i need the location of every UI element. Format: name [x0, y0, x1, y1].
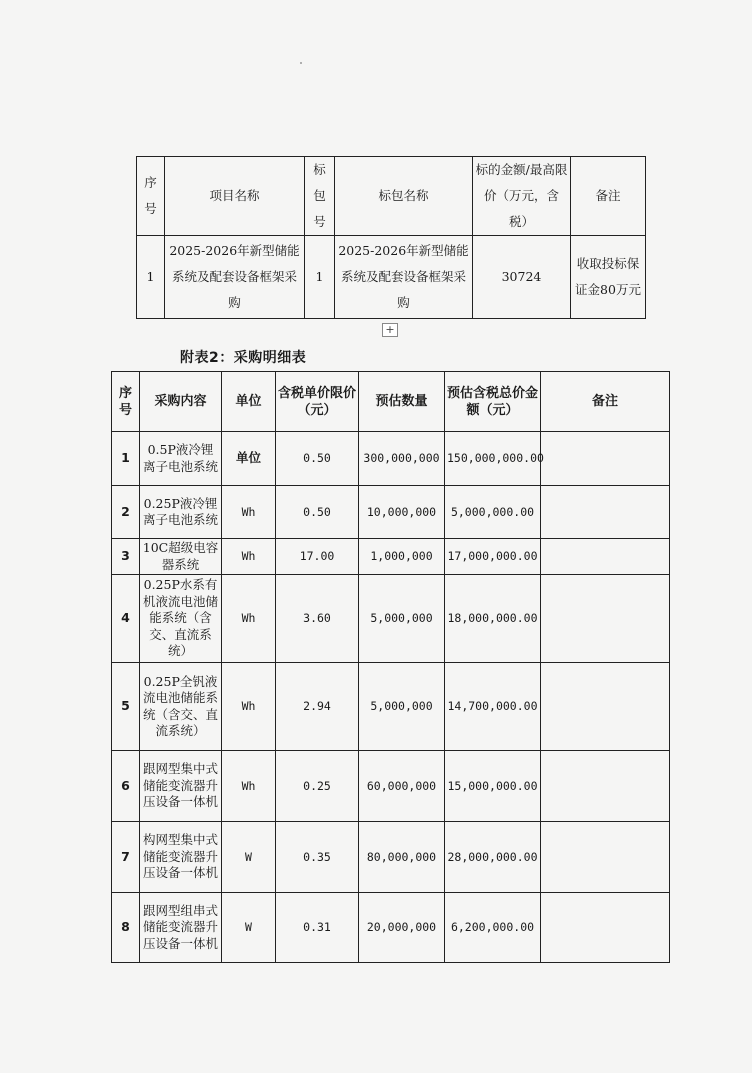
row-remark	[541, 663, 670, 751]
header-lot-no: 标 包 号	[305, 157, 335, 236]
cell-project: 2025-2026年新型储能系统及配套设备框架采购	[165, 236, 305, 319]
row-qty: 5,000,000	[359, 663, 445, 751]
row-seq: 2	[112, 486, 140, 539]
header-remark: 备注	[541, 372, 670, 432]
cell-note: 收取投标保证金80万元	[571, 236, 646, 319]
row-seq: 6	[112, 751, 140, 822]
row-unit: Wh	[222, 486, 276, 539]
row-item: 0.25P水系有机液流电池储能系统（含交、直流系统）	[140, 575, 222, 663]
row-price: 0.35	[276, 822, 359, 893]
row-total: 28,000,000.00	[445, 822, 541, 893]
header-seq: 序 号	[137, 157, 165, 236]
row-price: 3.60	[276, 575, 359, 663]
row-qty: 5,000,000	[359, 575, 445, 663]
row-qty: 20,000,000	[359, 893, 445, 963]
row-unit: Wh	[222, 663, 276, 751]
row-price: 17.00	[276, 539, 359, 575]
row-seq: 5	[112, 663, 140, 751]
row-price: 0.31	[276, 893, 359, 963]
row-unit: 单位	[222, 432, 276, 486]
row-unit: Wh	[222, 575, 276, 663]
row-item: 0.5P液冷锂离子电池系统	[140, 432, 222, 486]
row-total: 18,000,000.00	[445, 575, 541, 663]
cell-amount: 30724	[473, 236, 571, 319]
row-remark	[541, 432, 670, 486]
row-seq: 7	[112, 822, 140, 893]
row-price: 0.50	[276, 432, 359, 486]
row-total: 6,200,000.00	[445, 893, 541, 963]
row-unit: W	[222, 893, 276, 963]
appendix-caption: 附表2：采购明细表	[180, 350, 307, 366]
row-total: 14,700,000.00	[445, 663, 541, 751]
expand-table-icon[interactable]: +	[382, 323, 398, 337]
row-remark	[541, 486, 670, 539]
table-row	[112, 663, 670, 751]
row-seq: 8	[112, 893, 140, 963]
row-price: 2.94	[276, 663, 359, 751]
row-item: 0.25P液冷锂离子电池系统	[140, 486, 222, 539]
summary-table-row	[137, 236, 646, 319]
cell-seq: 1	[137, 236, 165, 319]
row-item: 跟网型组串式储能变流器升压设备一体机	[140, 893, 222, 963]
header-unit: 单位	[222, 372, 276, 432]
cell-lot: 1	[305, 236, 335, 319]
row-remark	[541, 575, 670, 663]
row-qty: 80,000,000	[359, 822, 445, 893]
row-item: 构网型集中式储能变流器升压设备一体机	[140, 822, 222, 893]
row-total: 17,000,000.00	[445, 539, 541, 575]
row-unit: Wh	[222, 539, 276, 575]
row-total: 150,000,000.00	[445, 432, 541, 486]
row-qty: 300,000,000	[359, 432, 445, 486]
header-note: 备注	[571, 157, 646, 236]
bleed-through-text	[140, 124, 620, 150]
header-amount: 标的金额/最高限价（万元，含税）	[473, 157, 571, 236]
row-qty: 60,000,000	[359, 751, 445, 822]
row-unit: W	[222, 822, 276, 893]
table-row	[112, 539, 670, 575]
table-row	[112, 893, 670, 963]
header-seq: 序号	[112, 372, 140, 432]
row-item: 跟网型集中式储能变流器升压设备一体机	[140, 751, 222, 822]
table-row	[112, 751, 670, 822]
header-total: 预估含税总价金额（元）	[445, 372, 541, 432]
table-row	[112, 432, 670, 486]
detail-table-header	[112, 372, 670, 432]
row-item: 10C超级电容器系统	[140, 539, 222, 575]
row-total: 15,000,000.00	[445, 751, 541, 822]
row-seq: 1	[112, 432, 140, 486]
table-row	[112, 486, 670, 539]
row-price: 0.25	[276, 751, 359, 822]
procurement-detail-table	[111, 371, 670, 963]
summary-table	[136, 156, 646, 319]
cell-lot-name: 2025-2026年新型储能系统及配套设备框架采购	[335, 236, 473, 319]
table-row	[112, 575, 670, 663]
row-qty: 1,000,000	[359, 539, 445, 575]
row-remark	[541, 893, 670, 963]
row-remark	[541, 822, 670, 893]
header-quantity: 预估数量	[359, 372, 445, 432]
header-item: 采购内容	[140, 372, 222, 432]
scan-speck	[300, 62, 302, 64]
header-project-name: 项目名称	[165, 157, 305, 236]
row-unit: Wh	[222, 751, 276, 822]
row-total: 5,000,000.00	[445, 486, 541, 539]
summary-table-header	[137, 157, 646, 236]
row-remark	[541, 539, 670, 575]
table-row	[112, 822, 670, 893]
row-qty: 10,000,000	[359, 486, 445, 539]
row-seq: 3	[112, 539, 140, 575]
header-lot-name: 标包名称	[335, 157, 473, 236]
row-seq: 4	[112, 575, 140, 663]
row-item: 0.25P全钒液流电池储能系统（含交、直流系统）	[140, 663, 222, 751]
row-remark	[541, 751, 670, 822]
row-price: 0.50	[276, 486, 359, 539]
header-unit-price: 含税单价限价（元）	[276, 372, 359, 432]
